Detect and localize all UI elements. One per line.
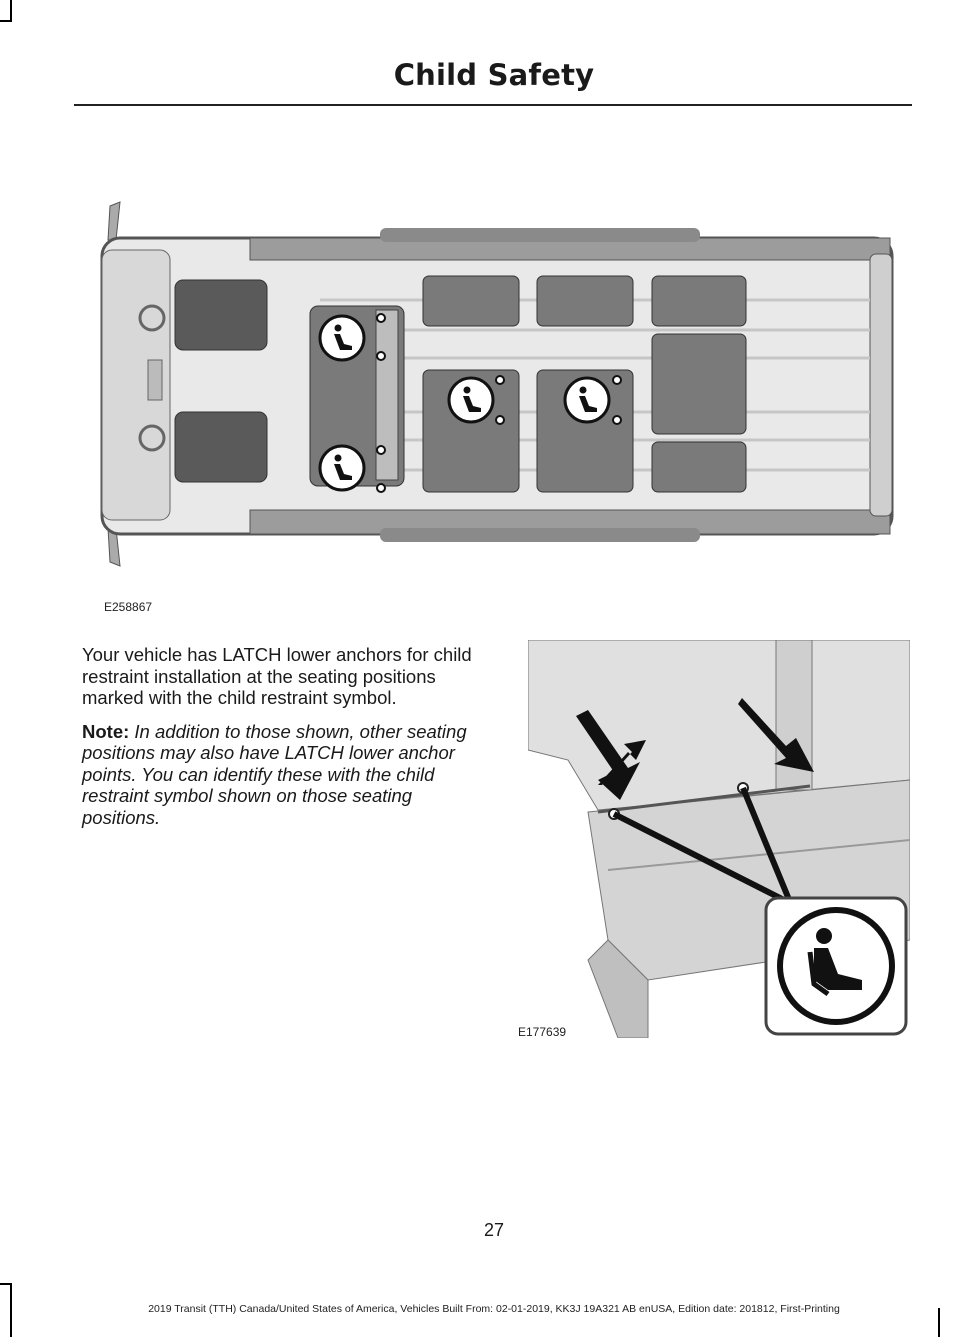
page-footer: 2019 Transit (TTH) Canada/United States of America, Vehicles Built From: 02-01-2019, KK3J 19A321 AB enUSA, Edition date: 201812, First-Printing — [148, 1303, 840, 1315]
body-text — [82, 644, 482, 840]
figure-id: E258867 — [104, 600, 153, 614]
crop-mark — [0, 20, 12, 22]
note-text: In addition to those shown, other seating positions may also have LATCH lower anchor points. You can identify these with the child restraint symbol shown on those seating positions. — [82, 720, 467, 828]
seat-anchor-figure — [528, 640, 910, 1038]
header-divider — [74, 104, 912, 106]
van-layout-figure — [90, 198, 910, 570]
figure-id: E177639 — [518, 1025, 567, 1039]
note-label: Note: — [82, 720, 130, 742]
page-number: 27 — [483, 1220, 505, 1240]
page-title: Child Safety — [393, 58, 595, 92]
note-paragraph — [82, 721, 482, 829]
crop-mark — [10, 0, 12, 22]
latch-paragraph: Your vehicle has LATCH lower anchors for child restraint installation at the seating positions marked with the child restraint symbol. — [82, 644, 472, 708]
crop-mark — [0, 1283, 12, 1285]
